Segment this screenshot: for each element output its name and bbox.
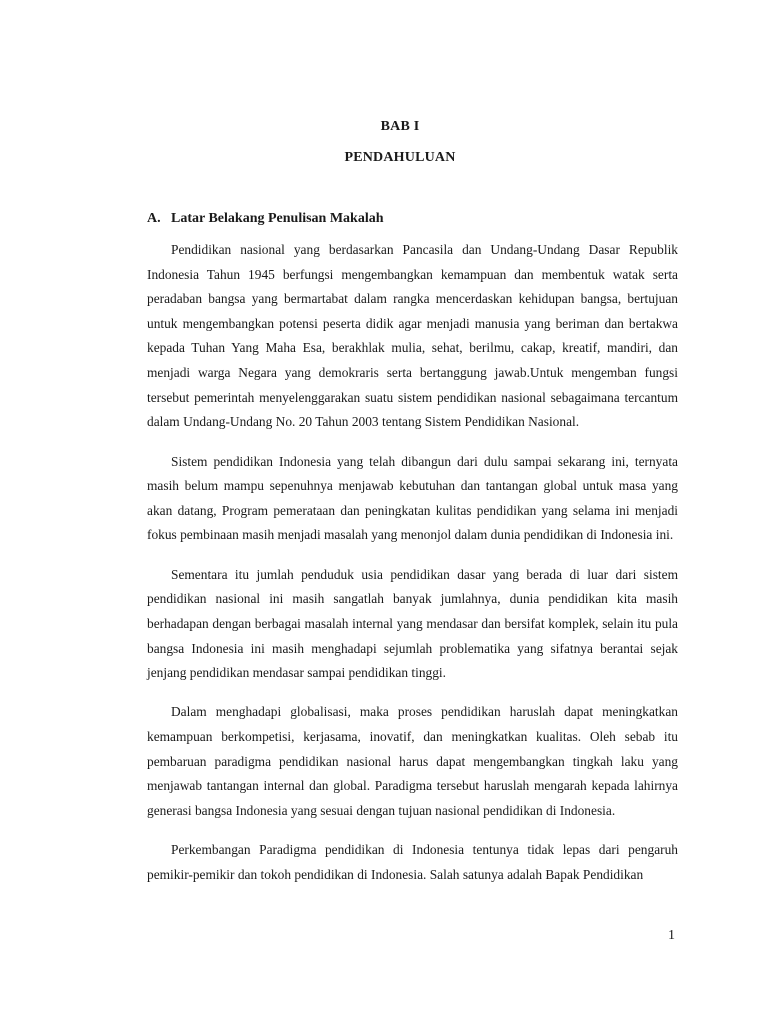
chapter-number: BAB I bbox=[380, 119, 420, 134]
section-heading bbox=[147, 211, 384, 227]
section-letter: A. bbox=[147, 211, 161, 226]
paragraph-2: Sistem pendidikan Indonesia yang telah dibangun dari dulu sampai sekarang ini, ternyata masih belum mampu sepenuhnya menjawab kebutuhan dan tantangan global untuk masa yang akan datang, Program pemerataan dan peningkatan kulitas pendidikan yang selama ini menjadi fokus pembinaan masih menjadi masalah yang menonjol dalam dunia pendidikan di Indonesia ini. bbox=[147, 453, 678, 543]
section-title: Latar Belakang Penulisan Makalah bbox=[171, 211, 384, 226]
paragraph-5: Perkembangan Paradigma pendidikan di Indonesia tentunya tidak lepas dari pengaruh pemikir-pemikir dan tokoh pendidikan di Indonesia. Salah satunya adalah Bapak Pendidikan bbox=[147, 842, 678, 882]
paragraph-4: Dalam menghadapi globalisasi, maka proses pendidikan haruslah dapat meningkatkan kemampuan berkompetisi, kerjasama, inovatif, dan meningkatkan kualitas. Oleh sebab itu pembaruan paradigma pendidikan nasional harus dapat mengembangkan tingkah laku yang menjawab tantangan internal dan global. Paradigma tersebut haruslah mengarah kepada lahirnya generasi bangsa Indonesia yang sesuai dengan tujuan nasional pendidikan di Indonesia. bbox=[147, 704, 678, 818]
chapter-title: PENDAHULUAN bbox=[344, 150, 456, 165]
paragraph-3: Sementara itu jumlah penduduk usia pendidikan dasar yang berada di luar dari sistem pendidikan nasional ini masih sangatlah banyak jumlahnya, dunia pendidikan kita masih berhadapan dengan berbagai masalah internal yang mendasar dan bersifat komplek, selain itu pula bangsa Indonesia ini masih menghadapi sejumlah problematika yang sifatnya berantai sejak jenjang pendidikan mendasar sampai pendidikan tinggi. bbox=[147, 566, 678, 681]
body-text bbox=[147, 238, 678, 902]
paragraph-1: Pendidikan nasional yang berdasarkan Pancasila dan Undang-Undang Dasar Republik Indonesia Tahun 1945 berfungsi mengembangkan kemampuan dan membentuk watak serta peradaban bangsa yang bermartabat dalam rangka mencerdaskan kehidupan bangsa, bertujuan untuk mengembangkan potensi peserta didik agar menjadi manusia yang beriman dan bertakwa kepada Tuhan Yang Maha Esa, berakhlak mulia, sehat, berilmu, cakap, kreatif, mandiri, dan menjadi warga Negara yang demokraris serta bertanggung jawab.Untuk mengemban fungsi tersebut pemerintah menyelenggarakan suatu sistem pendidikan nasional sebagaimana tercantum dalam Undang-Undang No. 20 Tahun 2003 tentang Sistem Pendidikan Nasional. bbox=[147, 242, 678, 430]
page-number: 1 bbox=[668, 928, 675, 943]
